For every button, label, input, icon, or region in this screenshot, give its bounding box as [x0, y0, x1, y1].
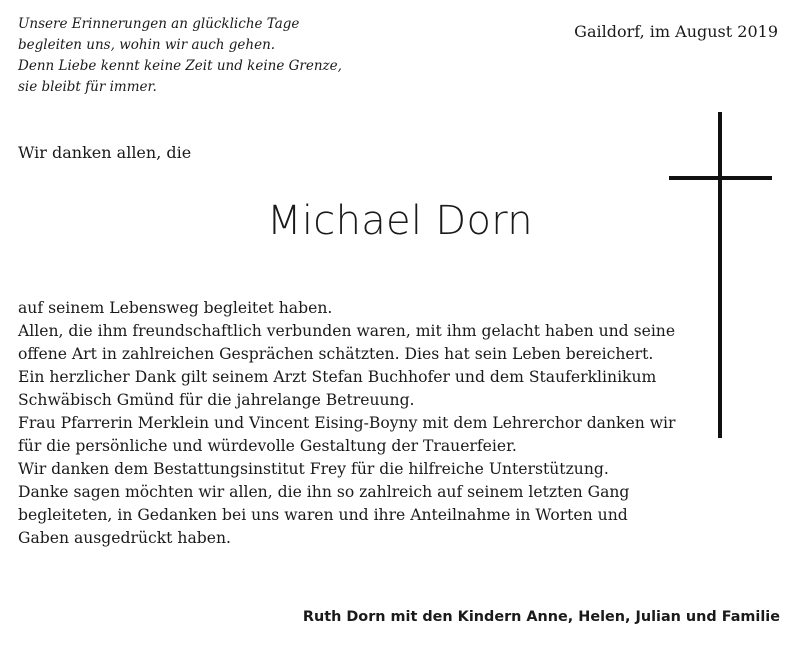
cross-horizontal-bar — [669, 176, 772, 180]
text-line: offene Art in zahlreichen Gesprächen schätzten. Dies hat sein Leben bereichert. — [18, 345, 654, 363]
paragraph — [18, 366, 678, 412]
poem-line: Denn Liebe kennt keine Zeit und keine Grenze, — [18, 58, 342, 74]
text-line: für die persönliche und würdevolle Gestaltung der Trauerfeier. — [18, 437, 517, 455]
text-line: Wir danken dem Bestattungsinstitut Frey für die hilfreiche Unterstützung. — [18, 460, 609, 478]
signature: Ruth Dorn mit den Kindern Anne, Helen, Julian und Familie — [302, 609, 780, 625]
paragraph — [18, 412, 678, 458]
thanks-text — [18, 297, 678, 550]
poem-line: Unsere Erinnerungen an glückliche Tage — [18, 16, 300, 32]
paragraph — [18, 297, 678, 320]
text-line: Frau Pfarrerin Merklein und Vincent Eising-Boyny mit dem Lehrerchor danken wir — [18, 414, 676, 432]
memorial-poem — [18, 14, 438, 98]
cross-vertical-bar — [718, 112, 722, 438]
paragraph — [18, 481, 678, 550]
text-line: Danke sagen möchten wir allen, die ihn so zahlreich auf seinem letzten Gang — [18, 483, 630, 501]
text-line: Gaben ausgedrückt haben. — [18, 529, 231, 547]
place-date: Gaildorf, im August 2019 — [574, 22, 778, 41]
paragraph — [18, 320, 678, 366]
paragraph — [18, 458, 678, 481]
text-line: Ein herzlicher Dank gilt seinem Arzt Stefan Buchhofer und dem Stauferklinikum — [18, 368, 657, 386]
poem-line: begleiten uns, wohin wir auch gehen. — [18, 37, 276, 53]
text-line: auf seinem Lebensweg begleitet haben. — [18, 299, 333, 317]
intro-text: Wir danken allen, die — [18, 143, 192, 162]
text-line: begleiteten, in Gedanken bei uns waren und ihre Anteilnahme in Worten und — [18, 506, 628, 524]
deceased-name: Michael Dorn — [267, 198, 533, 244]
text-line: Allen, die ihm freundschaftlich verbunden waren, mit ihm gelacht haben und seine — [18, 322, 676, 340]
text-line: Schwäbisch Gmünd für die jahrelange Betreuung. — [18, 391, 415, 409]
poem-line: sie bleibt für immer. — [18, 79, 157, 95]
